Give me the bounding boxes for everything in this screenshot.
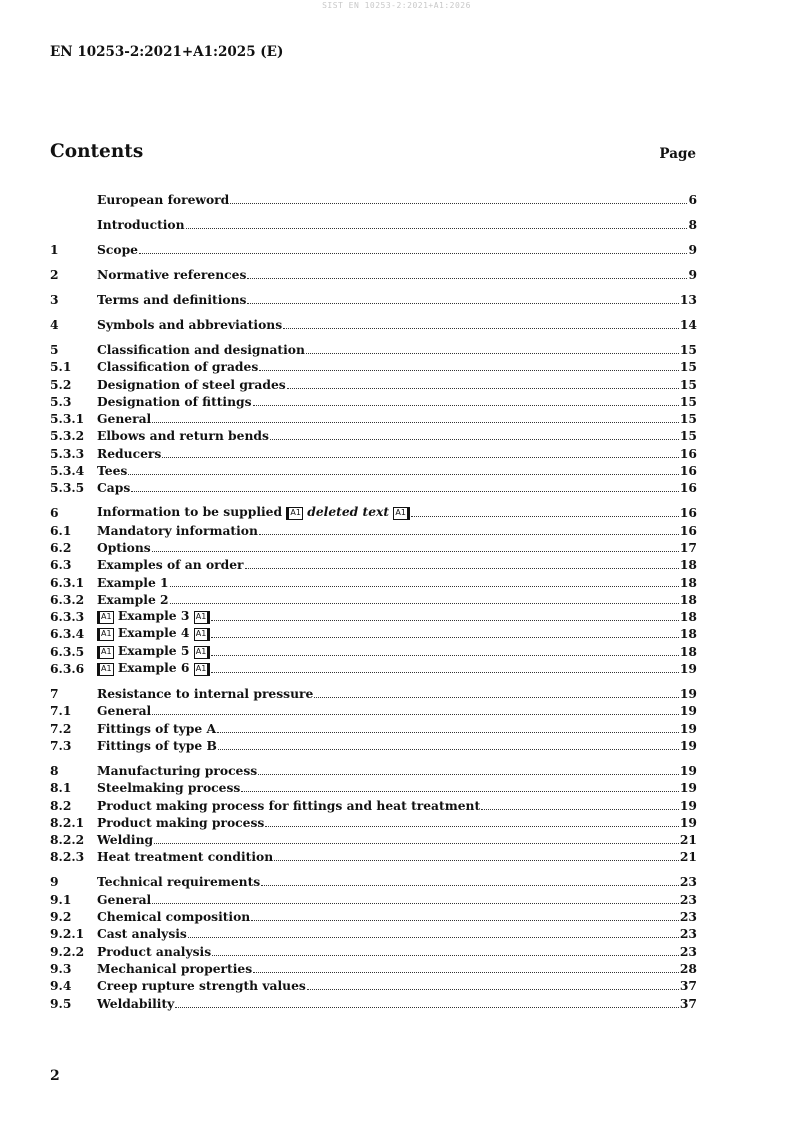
toc-entry-number: 8.2 <box>50 797 72 813</box>
toc-entry-title: General <box>97 891 152 907</box>
toc-entry[interactable] <box>50 718 697 735</box>
toc-entry-page: 19 <box>679 686 697 702</box>
dot-leader <box>152 713 679 715</box>
dot-leader <box>152 902 679 904</box>
amendment-start-icon: A1 <box>97 646 114 659</box>
toc-entry[interactable] <box>50 374 697 391</box>
toc-entry[interactable] <box>50 182 697 207</box>
toc-entry-title <box>97 625 210 641</box>
amendment-end-icon: A1 <box>194 611 211 624</box>
dot-leader <box>314 696 679 698</box>
dot-leader <box>186 227 688 229</box>
dot-leader <box>154 842 679 844</box>
footer-page-number: 2 <box>50 1068 60 1084</box>
toc-entry-number: 7 <box>50 686 59 702</box>
toc-entry-title: Normative references <box>97 267 247 282</box>
toc-entry-title: Scope <box>97 242 138 257</box>
toc-entry-page: 19 <box>679 797 697 813</box>
toc-entry[interactable] <box>50 641 697 658</box>
dot-leader <box>152 421 679 423</box>
dot-leader <box>170 602 679 604</box>
toc-entry[interactable] <box>50 555 697 572</box>
toc-entry-title: Product making process for fittings and heat treatment <box>97 797 481 813</box>
toc-entry[interactable] <box>50 520 697 537</box>
toc-entry-number: 6.3.3 <box>50 609 85 625</box>
dot-leader <box>247 277 687 279</box>
table-of-contents <box>50 182 697 1011</box>
toc-entry-page: 19 <box>679 703 697 719</box>
amendment-start-icon: A1 <box>97 628 114 641</box>
dot-leader <box>175 1006 679 1008</box>
toc-entry[interactable] <box>50 924 697 941</box>
toc-entry-page: 19 <box>679 661 697 677</box>
toc-entry-title: European foreword <box>97 192 230 207</box>
toc-entry-title: Example 1 <box>97 574 169 590</box>
toc-entry-title: Options <box>97 539 151 555</box>
toc-entry-title-text: Information to be supplied <box>97 504 283 520</box>
toc-entry[interactable] <box>50 461 697 478</box>
dot-leader <box>253 971 679 973</box>
toc-entry-page: 19 <box>679 720 697 736</box>
amendment-end-icon: A1 <box>194 663 211 676</box>
dot-leader <box>218 748 679 750</box>
dot-leader <box>211 619 679 621</box>
toc-entry-page: 16 <box>679 505 697 521</box>
dot-leader <box>274 859 679 861</box>
toc-entry[interactable] <box>50 976 697 993</box>
toc-entry-title <box>97 660 210 676</box>
toc-entry-page: 19 <box>679 737 697 753</box>
amendment-start-icon: A1 <box>97 611 114 624</box>
toc-entry-page: 9 <box>688 267 697 282</box>
toc-entry-number: 6 <box>50 505 59 521</box>
toc-entry-title <box>97 643 210 659</box>
toc-entry-number: 6.3.5 <box>50 643 85 659</box>
toc-entry[interactable] <box>50 426 697 443</box>
toc-entry-title: Resistance to internal pressure <box>97 686 314 702</box>
toc-entry[interactable] <box>50 590 697 607</box>
toc-entry-page: 13 <box>679 292 697 307</box>
amendment-end-icon: A1 <box>393 507 410 520</box>
toc-entry-title: Weldability <box>97 995 175 1011</box>
toc-entry[interactable] <box>50 232 697 257</box>
dot-leader <box>152 550 679 552</box>
toc-entry-page: 16 <box>679 445 697 461</box>
dot-leader <box>253 404 679 406</box>
page-column-label: Page <box>659 146 696 162</box>
toc-entry-number: 8.2.1 <box>50 814 85 830</box>
toc-entry-page: 19 <box>679 814 697 830</box>
amendment-start-icon: A1 <box>286 507 303 520</box>
toc-entry-title: Steelmaking process <box>97 780 241 796</box>
dot-leader <box>211 636 679 638</box>
amendment-end-icon: A1 <box>194 628 211 641</box>
toc-entry-number: 6.3.4 <box>50 626 85 642</box>
toc-entry[interactable] <box>50 357 697 374</box>
toc-entry[interactable] <box>50 307 697 332</box>
toc-entry-page: 6 <box>688 192 697 207</box>
toc-entry[interactable] <box>50 959 697 976</box>
toc-entry-title-text: Example 4 <box>117 625 190 641</box>
toc-entry[interactable] <box>50 624 697 641</box>
toc-entry-title: General <box>97 703 152 719</box>
dot-leader <box>245 567 679 569</box>
toc-entry-page: 18 <box>679 557 697 573</box>
toc-entry[interactable] <box>50 257 697 282</box>
toc-entry-page: 15 <box>679 428 697 444</box>
toc-entry[interactable] <box>50 495 697 520</box>
toc-entry[interactable] <box>50 941 697 958</box>
dot-leader <box>258 773 679 775</box>
toc-entry[interactable] <box>50 282 697 307</box>
toc-entry-number: 1 <box>50 242 59 257</box>
toc-entry[interactable] <box>50 572 697 589</box>
toc-entry-page: 37 <box>679 995 697 1011</box>
toc-entry[interactable] <box>50 676 697 701</box>
toc-entry-title: Fittings of type B <box>97 737 217 753</box>
dot-leader <box>251 919 679 921</box>
toc-entry-title: Designation of steel grades <box>97 376 286 392</box>
toc-entry-number: 7.3 <box>50 737 72 753</box>
toc-entry-number: 5.3.5 <box>50 480 85 496</box>
dot-leader <box>411 515 679 517</box>
toc-entry-title: Classification of grades <box>97 359 259 375</box>
toc-entry[interactable] <box>50 907 697 924</box>
dot-leader <box>259 533 679 535</box>
toc-entry-title: Heat treatment condition <box>97 849 274 865</box>
toc-entry-page: 16 <box>679 522 697 538</box>
toc-entry-title: Tees <box>97 463 128 479</box>
toc-entry[interactable] <box>50 847 697 864</box>
toc-entry-number: 9 <box>50 874 59 890</box>
toc-entry-title: Reducers <box>97 445 162 461</box>
toc-entry-number: 5.1 <box>50 359 72 375</box>
toc-entry-number: 7.1 <box>50 703 72 719</box>
toc-entry-number: 7.2 <box>50 720 72 736</box>
toc-entry-page: 14 <box>679 317 697 332</box>
toc-entry-number: 5.3 <box>50 393 72 409</box>
toc-entry-page: 15 <box>679 411 697 427</box>
dot-leader <box>211 671 679 673</box>
toc-entry-number: 9.2.2 <box>50 943 85 959</box>
dot-leader <box>241 790 679 792</box>
dot-leader <box>211 654 679 656</box>
toc-entry-page: 17 <box>679 539 697 555</box>
toc-entry-page: 37 <box>679 978 697 994</box>
toc-entry-title: Introduction <box>97 217 185 232</box>
dot-leader <box>170 585 679 587</box>
toc-entry-page: 19 <box>679 762 697 778</box>
toc-entry-number: 6.1 <box>50 522 72 538</box>
toc-entry-number: 9.2.1 <box>50 926 85 942</box>
toc-entry-page: 23 <box>679 874 697 890</box>
toc-entry-title: Symbols and abbreviations <box>97 317 283 332</box>
dot-leader <box>217 731 679 733</box>
toc-entry-number: 5.3.1 <box>50 411 85 427</box>
toc-entry-page: 23 <box>679 943 697 959</box>
toc-entry-number: 8.1 <box>50 780 72 796</box>
toc-entry-number: 5.3.3 <box>50 445 85 461</box>
toc-entry-number: 6.2 <box>50 539 72 555</box>
toc-entry-page: 23 <box>679 926 697 942</box>
toc-entry[interactable] <box>50 332 697 357</box>
toc-entry[interactable] <box>50 813 697 830</box>
toc-entry-page: 18 <box>679 643 697 659</box>
dot-leader <box>247 302 678 304</box>
toc-entry-title: Product analysis <box>97 943 212 959</box>
dot-leader <box>481 808 679 810</box>
amendment-start-icon: A1 <box>97 663 114 676</box>
toc-entry-number: 9.2 <box>50 909 72 925</box>
dot-leader <box>128 473 679 475</box>
toc-entry-number: 6.3 <box>50 557 72 573</box>
toc-entry-number: 9.5 <box>50 995 72 1011</box>
toc-entry[interactable] <box>50 607 697 624</box>
toc-entry-page: 15 <box>679 393 697 409</box>
toc-entry[interactable] <box>50 736 697 753</box>
toc-entry-title: Creep rupture strength values <box>97 978 306 994</box>
toc-entry-number: 9.1 <box>50 891 72 907</box>
toc-entry-title <box>97 608 210 624</box>
dot-leader <box>306 352 679 354</box>
toc-entry-title: General <box>97 411 152 427</box>
toc-entry-number: 6.3.6 <box>50 661 85 677</box>
toc-entry-page: 18 <box>679 609 697 625</box>
toc-entry[interactable] <box>50 538 697 555</box>
toc-entry[interactable] <box>50 701 697 718</box>
toc-entry-number: 3 <box>50 292 59 307</box>
toc-entry-number: 6.3.1 <box>50 574 85 590</box>
toc-entry-title: Manufacturing process <box>97 762 258 778</box>
toc-entry-title: Mandatory information <box>97 522 258 538</box>
toc-entry-page: 23 <box>679 909 697 925</box>
dot-leader <box>307 988 679 990</box>
toc-entry-number: 5.2 <box>50 376 72 392</box>
dot-leader <box>261 884 679 886</box>
dot-leader <box>287 387 679 389</box>
toc-entry-title: Fittings of type A <box>97 720 217 736</box>
dot-leader <box>212 954 679 956</box>
toc-entry[interactable] <box>50 443 697 460</box>
dot-leader <box>139 252 687 254</box>
toc-entry-title: Classification and designation <box>97 342 305 357</box>
toc-entry-title: Caps <box>97 480 131 496</box>
toc-entry-page: 21 <box>679 832 697 848</box>
toc-entry-number: 4 <box>50 317 59 332</box>
toc-entry-page: 9 <box>688 242 697 257</box>
toc-entry[interactable] <box>50 409 697 426</box>
dot-leader <box>259 369 679 371</box>
toc-entry-title: Cast analysis <box>97 926 187 942</box>
toc-entry-title: Welding <box>97 832 154 848</box>
toc-entry[interactable] <box>50 778 697 795</box>
toc-entry[interactable] <box>50 830 697 847</box>
toc-entry-title: Mechanical properties <box>97 960 253 976</box>
amendment-end-icon: A1 <box>194 646 211 659</box>
toc-entry-number: 5.3.2 <box>50 428 85 444</box>
toc-entry-page: 19 <box>679 780 697 796</box>
toc-entry-page: 18 <box>679 574 697 590</box>
toc-entry-page: 18 <box>679 591 697 607</box>
toc-entry[interactable] <box>50 993 697 1010</box>
toc-entry-page: 18 <box>679 626 697 642</box>
toc-entry-title: Technical requirements <box>97 874 261 890</box>
toc-entry-page: 16 <box>679 463 697 479</box>
dot-leader <box>265 825 679 827</box>
toc-entry-title: Example 2 <box>97 591 169 607</box>
toc-entry-title: Terms and definitions <box>97 292 247 307</box>
watermark: SIST EN 10253-2:2021+A1:2026 <box>322 1 471 10</box>
toc-entry-title: Designation of fittings <box>97 393 252 409</box>
toc-entry-number: 9.3 <box>50 960 72 976</box>
contents-title: Contents <box>50 141 144 162</box>
toc-entry-title-text: Example 5 <box>117 642 190 658</box>
toc-entry-title: Chemical composition <box>97 909 251 925</box>
toc-entry-page: 15 <box>679 342 697 357</box>
toc-entry-number: 9.4 <box>50 978 72 994</box>
toc-entry-title: Elbows and return bends <box>97 428 269 444</box>
toc-entry-title: Product making process <box>97 814 265 830</box>
toc-entry-title-text: Example 3 <box>117 608 190 624</box>
toc-entry-number: 5 <box>50 342 59 357</box>
toc-entry-page: 15 <box>679 359 697 375</box>
toc-entry-page: 23 <box>679 891 697 907</box>
toc-entry-page: 8 <box>688 217 697 232</box>
toc-entry[interactable] <box>50 864 697 889</box>
toc-entry-title-text: Example 6 <box>117 660 190 676</box>
toc-entry-page: 16 <box>679 480 697 496</box>
toc-entry[interactable] <box>50 392 697 409</box>
dot-leader <box>131 490 679 492</box>
toc-entry-number: 2 <box>50 267 59 282</box>
toc-entry[interactable] <box>50 753 697 778</box>
toc-entry-page: 15 <box>679 376 697 392</box>
toc-entry-page: 21 <box>679 849 697 865</box>
dot-leader <box>162 456 679 458</box>
toc-entry-number: 8.2.3 <box>50 849 85 865</box>
toc-entry-title: Examples of an order <box>97 557 244 573</box>
dot-leader <box>188 936 679 938</box>
dot-leader <box>283 327 679 329</box>
toc-entry[interactable] <box>50 659 697 676</box>
toc-entry[interactable] <box>50 478 697 495</box>
deleted-text-note: deleted text <box>307 504 390 520</box>
toc-entry[interactable] <box>50 795 697 812</box>
toc-entry-title <box>97 504 410 520</box>
toc-entry-number: 8 <box>50 762 59 778</box>
toc-entry-page: 28 <box>679 960 697 976</box>
toc-entry[interactable] <box>50 889 697 906</box>
dot-leader <box>230 202 687 204</box>
toc-entry-number: 6.3.2 <box>50 591 85 607</box>
dot-leader <box>270 438 679 440</box>
toc-entry-number: 5.3.4 <box>50 463 85 479</box>
toc-entry[interactable] <box>50 207 697 232</box>
toc-entry-number: 8.2.2 <box>50 832 85 848</box>
document-id: EN 10253-2:2021+A1:2025 (E) <box>50 44 284 60</box>
